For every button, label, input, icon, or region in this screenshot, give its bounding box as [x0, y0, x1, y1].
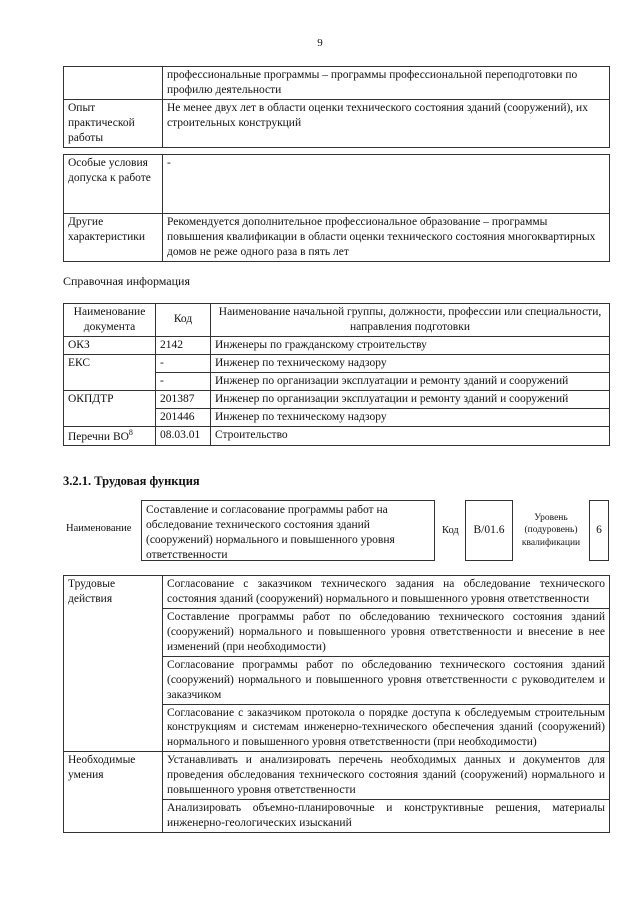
function-name-value: Составление и согласование программы работ на обследование технического состояния зданий (сооружений) нормального и повышенного уровня ответственности: [146, 504, 395, 561]
action-item: Согласование с заказчиком протокола о порядке доступа к обследуемым строительным конструкциям и системам инженерно-технического обеспечения зданий (сооружений) нормального и повышенного уровня ответственности (при необходимости): [163, 704, 610, 752]
education-table: [63, 66, 610, 148]
cell-code: 2142: [156, 336, 211, 354]
actions-skills-table: [63, 575, 610, 833]
table-row: [64, 390, 610, 408]
cell-doc: ОКПДТР: [64, 390, 156, 426]
row-text: профессиональные программы – программы профессиональной переподготовки по профилю деятельности: [163, 67, 610, 100]
level-box: [589, 500, 609, 561]
skill-item: Устанавливать и анализировать перечень необходимых данных и документов для проведения обследования технического состояния зданий (сооружений) нормального и повышенного уровня ответственности: [163, 752, 610, 800]
function-name-box: [141, 500, 435, 561]
row-text: Рекомендуется дополнительное профессиональное образование – программы повышения квалификации в области оценки технического состояния многоквартирных домов не реже одного раза в пять лет: [163, 214, 610, 262]
cell-doc: ЕКС: [64, 354, 156, 390]
function-code-value: B/01.6: [473, 524, 505, 537]
table-row: [64, 576, 610, 609]
action-item: Согласование с заказчиком технического задания на обследование технического состояния зданий (сооружений) нормального и повышенного уровня ответственности: [163, 576, 610, 609]
cell-name: Инженеры по гражданскому строительству: [211, 336, 610, 354]
footnote-marker: 8: [128, 427, 133, 437]
row-label: Другие характеристики: [64, 214, 163, 262]
row-label: Особые условия допуска к работе: [64, 155, 163, 214]
level-value: 6: [596, 524, 602, 537]
table-header-row: [64, 304, 610, 337]
level-label: Уровень (подуровень) квалификации: [521, 513, 581, 548]
cell-code: 201387: [156, 390, 211, 408]
function-code-box: [465, 500, 513, 561]
cell-name: Инженер по организации эксплуатации и ремонту зданий и сооружений: [211, 372, 610, 390]
row-text: Не менее двух лет в области оценки технического состояния зданий (сооружений), их строительных конструкций: [163, 99, 610, 147]
action-item: Согласование программы работ по обследованию технического состояния зданий (сооружений) нормального и повышенного уровня ответственности с руководителем и заказчиком: [163, 656, 610, 704]
row-label: [64, 67, 163, 100]
table-row: [64, 99, 610, 147]
table-row: [64, 752, 610, 800]
conditions-table: [63, 154, 610, 262]
name-label: Наименование: [66, 523, 132, 534]
table-row: [64, 354, 610, 372]
table-row: [64, 214, 610, 262]
cell-name: Инженер по техническому надзору: [211, 354, 610, 372]
table-row: [64, 67, 610, 100]
cell-name: Строительство: [211, 426, 610, 446]
actions-label: Трудовые действия: [64, 576, 163, 752]
cell-code: -: [156, 354, 211, 372]
row-label: Опыт практической работы: [64, 99, 163, 147]
cell-code: 08.03.01: [156, 426, 211, 446]
page-number: 9: [317, 37, 323, 49]
row-text: -: [163, 155, 610, 214]
cell-doc: [64, 426, 156, 446]
reference-title: Справочная информация: [63, 274, 190, 288]
table-row: [64, 336, 610, 354]
header-doc: Наименование документа: [64, 304, 156, 337]
table-row: [64, 155, 610, 214]
skill-item: Анализировать объемно-планировочные и конструктивные решения, материалы инженерно-геологических изысканий: [163, 800, 610, 833]
header-name: Наименование начальной группы, должности, профессии или специальности, направления подготовки: [211, 304, 610, 337]
cell-name: Инженер по техническому надзору: [211, 408, 610, 426]
code-label: Код: [442, 525, 459, 536]
header-code: Код: [156, 304, 211, 337]
cell-code: 201446: [156, 408, 211, 426]
table-row: [64, 426, 610, 446]
cell-code: -: [156, 372, 211, 390]
action-item: Составление программы работ по обследованию технического состояния зданий (сооружений) нормального и повышенного уровня ответственности и внесение в нее изменений (при необходимости): [163, 608, 610, 656]
cell-doc: ОКЗ: [64, 336, 156, 354]
reference-table: [63, 303, 610, 446]
doc-text: Перечни ВО: [68, 430, 129, 443]
function-title: 3.2.1. Трудовая функция: [63, 474, 200, 488]
cell-name: Инженер по организации эксплуатации и ремонту зданий и сооружений: [211, 390, 610, 408]
skills-label: Необходимые умения: [64, 752, 163, 833]
